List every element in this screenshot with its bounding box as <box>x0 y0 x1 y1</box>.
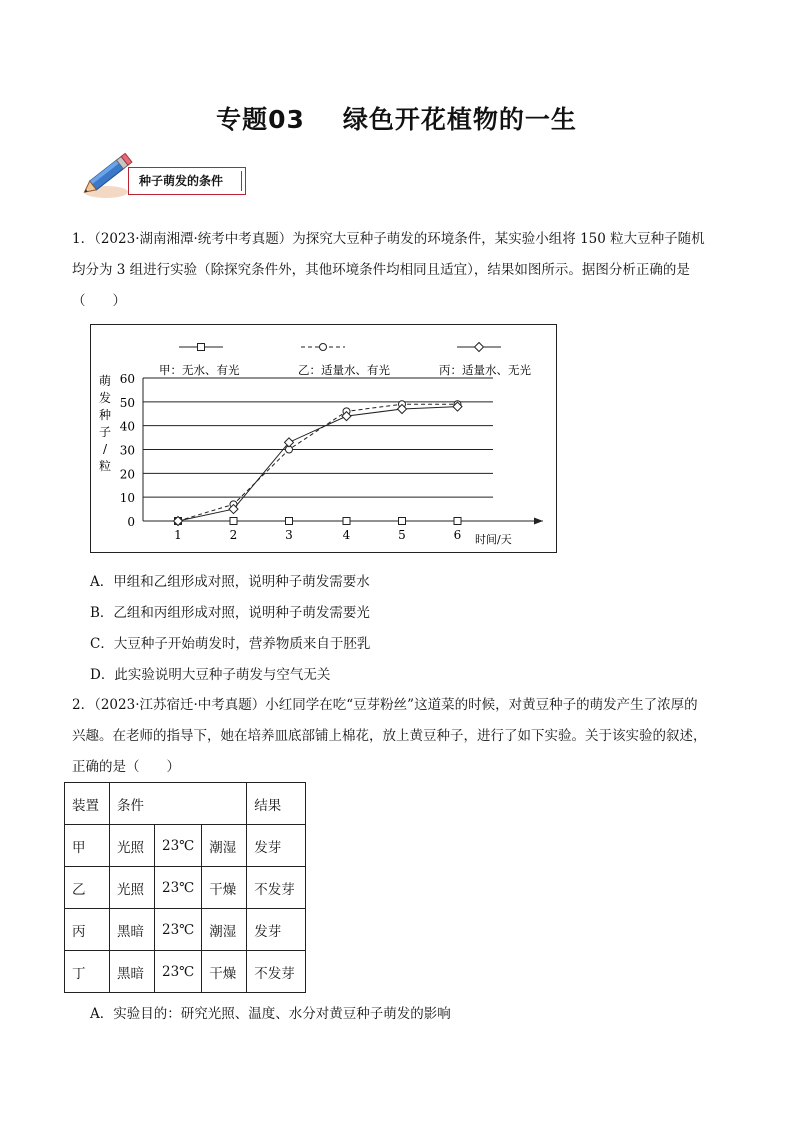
table-cell: 乙 <box>65 867 110 909</box>
y-axis-label-char: / <box>102 442 108 456</box>
legend-label: 甲：无水、有光 <box>159 363 240 377</box>
table-cell: 23℃ <box>155 867 202 909</box>
table-cell: 潮湿 <box>202 825 247 867</box>
table-cell: 光照 <box>110 825 155 867</box>
table-header-row <box>65 783 306 825</box>
table-cell: 黑暗 <box>110 909 155 951</box>
q2-option-a: A．实验目的：研究光照、温度、水分对黄豆种子萌发的影响 <box>90 1006 451 1022</box>
title-number: 专题03 <box>216 105 305 134</box>
y-axis-label-char: 种 <box>98 408 112 422</box>
question-1-line: （ ） <box>72 293 126 309</box>
x-tick-label: 4 <box>342 528 351 542</box>
table-cell: 甲 <box>65 825 110 867</box>
table-row <box>65 909 306 951</box>
y-tick-label: 20 <box>119 467 135 482</box>
data-point <box>286 518 293 525</box>
y-axis-label-char: 发 <box>98 391 112 405</box>
y-tick-label: 60 <box>119 372 135 386</box>
table-row <box>65 825 306 867</box>
table-cell: 丁 <box>65 951 110 993</box>
table-cell: 丙 <box>65 909 110 951</box>
x-axis-arrow <box>534 518 543 525</box>
y-tick-label: 40 <box>119 419 135 434</box>
question-2-line: 兴趣。在老师的指导下，她在培养皿底部铺上棉花，放上黄豆种子，进行了如下实验。关于该实验的叙述， <box>72 728 707 744</box>
y-tick-label: 50 <box>119 395 135 410</box>
data-point <box>343 518 350 525</box>
chart-svg <box>91 325 556 552</box>
data-point <box>399 518 406 525</box>
header-condition: 条件 <box>110 783 247 825</box>
table-cell: 23℃ <box>155 825 202 867</box>
x-tick-label: 2 <box>229 528 238 542</box>
question-1-line: 1．（2023·湖南湘潭·统考中考真题）为探究大豆种子萌发的环境条件，某实验小组将 150 粒大豆种子随机 <box>72 231 705 247</box>
option-b: B．乙组和丙组形成对照，说明种子萌发需要光 <box>90 605 370 621</box>
y-axis-label-char: 子 <box>98 425 112 439</box>
table-cell: 23℃ <box>155 951 202 993</box>
table-cell: 不发芽 <box>247 867 306 909</box>
question-2-line: 正确的是（ ） <box>72 759 180 775</box>
table-row <box>65 867 306 909</box>
option-a: A．甲组和乙组形成对照，说明种子萌发需要水 <box>90 574 370 590</box>
legend-symbol-jia <box>198 344 205 351</box>
experiment-table <box>64 782 306 993</box>
option-d: D．此实验说明大豆种子萌发与空气无关 <box>90 667 331 683</box>
y-axis-label-char: 萌 <box>98 374 112 388</box>
table-cell: 发芽 <box>247 909 306 951</box>
question-1-text <box>72 224 732 317</box>
header-result: 结果 <box>247 783 306 825</box>
option-c: C．大豆种子开始萌发时，营养物质来自于胚乳 <box>90 636 371 652</box>
table-cell: 干燥 <box>202 867 247 909</box>
x-axis-label: 时间/天 <box>475 533 512 546</box>
germination-chart <box>90 324 557 553</box>
table-cell: 23℃ <box>155 909 202 951</box>
section-label: 种子萌发的条件 <box>128 167 246 195</box>
table-cell: 发芽 <box>247 825 306 867</box>
table-row <box>65 951 306 993</box>
y-tick-label: 10 <box>119 491 135 506</box>
legend-symbol-bing <box>475 343 484 352</box>
table-cell: 黑暗 <box>110 951 155 993</box>
x-tick-label: 6 <box>453 528 462 542</box>
table-cell: 潮湿 <box>202 909 247 951</box>
table-cell: 干燥 <box>202 951 247 993</box>
title-text: 绿色开花植物的一生 <box>342 105 577 134</box>
y-tick-label: 0 <box>127 515 135 529</box>
data-point <box>230 518 237 525</box>
question-1-line: 均分为 3 组进行实验（除探究条件外，其他环境条件均相同且适宜），结果如图所示。据图分析正确的是 <box>72 262 690 278</box>
legend-label: 丙：适量水、无光 <box>439 363 531 377</box>
legend-label: 乙：适量水、有光 <box>298 363 390 377</box>
data-point <box>454 518 461 525</box>
series-line-2 <box>178 404 458 521</box>
pencil-icon <box>76 148 136 200</box>
legend-symbol-yi <box>320 344 327 351</box>
y-tick-label: 30 <box>119 443 135 458</box>
series-line-3 <box>178 407 458 521</box>
question-2-text <box>72 690 732 783</box>
y-axis-label-char: 粒 <box>98 459 112 473</box>
table-cell: 光照 <box>110 867 155 909</box>
page-title <box>0 100 793 136</box>
x-tick-label: 3 <box>285 528 293 542</box>
x-tick-label: 1 <box>174 528 182 542</box>
question-2-line: 2．（2023·江苏宿迁·中考真题）小红同学在吃“豆芽粉丝”这道菜的时候，对黄豆种子的萌发产生了浓厚的 <box>72 697 698 713</box>
x-tick-label: 5 <box>398 528 406 542</box>
table-cell: 不发芽 <box>247 951 306 993</box>
header-device: 装置 <box>65 783 110 825</box>
